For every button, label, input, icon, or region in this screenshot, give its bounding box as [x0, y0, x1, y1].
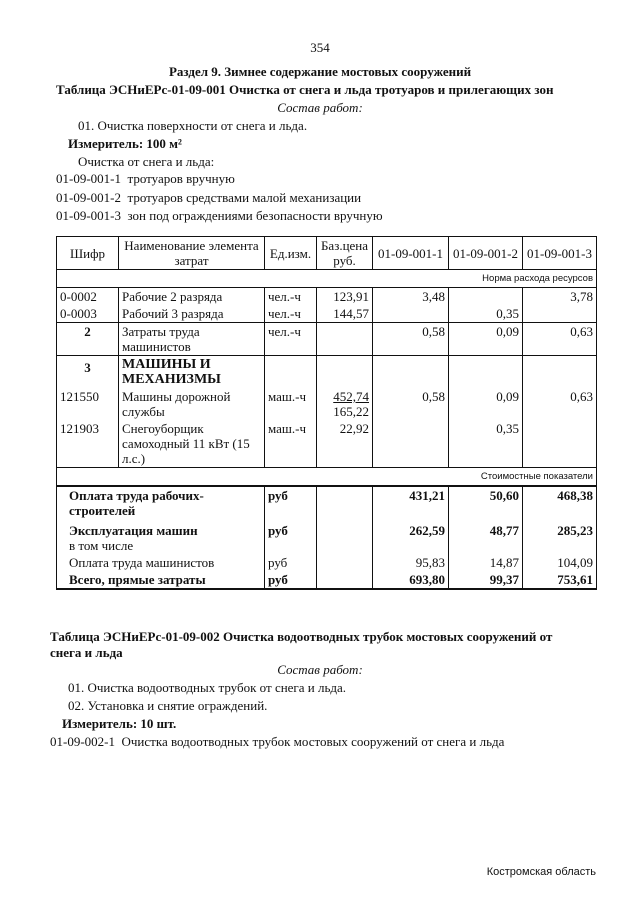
- row-code: 121903: [57, 420, 119, 468]
- price-value: 452,74: [333, 389, 369, 404]
- row-price: 144,57: [317, 305, 373, 323]
- row-unit: маш.-ч: [265, 420, 317, 468]
- row-c1: 0,58: [373, 388, 449, 420]
- cost-unit: руб: [265, 486, 317, 519]
- cost-name-text: Эксплуатация машин: [69, 523, 198, 538]
- cost-unit: руб: [265, 554, 317, 571]
- table1-subtitle: Очистка от снега и льда:: [78, 154, 215, 169]
- header-c1: 01-09-001-1: [373, 237, 449, 270]
- cost-c3: 285,23: [523, 519, 597, 554]
- table-header-row: [57, 237, 597, 270]
- code: 01-09-002-1: [50, 734, 115, 749]
- cost-unit: руб: [265, 519, 317, 554]
- code: 01-09-001-2: [56, 190, 121, 205]
- table-row: [57, 323, 597, 356]
- header-c2: 01-09-001-2: [449, 237, 523, 270]
- table1-work-item: 01. Очистка поверхности от снега и льда.: [78, 118, 308, 133]
- code: 01-09-001-1: [56, 171, 121, 186]
- table2-work-item: 02. Установка и снятие ограждений.: [68, 698, 268, 713]
- norm-label: Норма расхода ресурсов: [57, 270, 597, 288]
- table2-work-item: 01. Очистка водоотводных трубок от снега и льда.: [68, 680, 347, 695]
- row-c2: 0,35: [449, 420, 523, 468]
- row-name: Рабочие 2 разряда: [119, 288, 265, 306]
- row-c2: 0,09: [449, 323, 523, 356]
- code-text: зон под ограждениями безопасности вручную: [127, 208, 383, 223]
- row-name: Снегоуборщик самоходный 11 кВт (15 л.с.): [119, 420, 265, 468]
- row-unit: маш.-ч: [265, 388, 317, 420]
- table1-code-line: [56, 171, 235, 187]
- table-row: [57, 420, 597, 468]
- cost-c2: 99,37: [449, 571, 523, 589]
- cost-row: [57, 554, 597, 571]
- page-number: 354: [310, 40, 330, 55]
- row-code: 0-0003: [57, 305, 119, 323]
- cost-c2: 50,60: [449, 486, 523, 519]
- header-c3: 01-09-001-3: [523, 237, 597, 270]
- row-unit: чел.-ч: [265, 288, 317, 306]
- cost-c3: 468,38: [523, 486, 597, 519]
- header-price: Баз.цена руб.: [317, 237, 373, 270]
- header-code: Шифр: [57, 237, 119, 270]
- cost-row: [57, 519, 597, 554]
- table2-measure: Измеритель: 10 шт.: [62, 716, 177, 731]
- row-name: Затраты труда машинистов: [119, 323, 265, 356]
- row-c3: [523, 305, 597, 323]
- table1-title: Таблица ЭСНиЕРс-01-09-001 Очистка от снега и льда тротуаров и прилегающих зон: [56, 82, 554, 97]
- table2-title: Таблица ЭСНиЕРс-01-09-002 Очистка водоотводных трубок мостовых сооружений от: [50, 629, 553, 644]
- cost-c1: 95,83: [373, 554, 449, 571]
- table1-measure: Измеритель: 100 м²: [68, 136, 182, 151]
- row-price: 22,92: [317, 420, 373, 468]
- norm-label-row: [57, 270, 597, 288]
- row-c1: 0,58: [373, 323, 449, 356]
- cost-c3: 104,09: [523, 554, 597, 571]
- table1-code-line: [56, 190, 361, 206]
- cost-label-row: [57, 468, 597, 487]
- footer-region: Костромская область: [486, 866, 596, 878]
- header-unit: Ед.изм.: [265, 237, 317, 270]
- table1-work-heading: Состав работ:: [277, 100, 363, 115]
- table1-code-line: [56, 208, 383, 224]
- row-unit: чел.-ч: [265, 305, 317, 323]
- table-row: [57, 288, 597, 306]
- cost-c2: 48,77: [449, 519, 523, 554]
- cost-name: Оплата труда рабочих-строителей: [57, 486, 265, 519]
- row-price: [317, 388, 373, 420]
- cost-name: Оплата труда машинистов: [57, 554, 265, 571]
- table2-work-heading: Состав работ:: [277, 662, 363, 677]
- row-c1: [373, 420, 449, 468]
- row-price: [317, 323, 373, 356]
- cost-name: Всего, прямые затраты: [57, 571, 265, 589]
- row-price: 123,91: [317, 288, 373, 306]
- table-row: [57, 388, 597, 420]
- row-c1: [373, 305, 449, 323]
- row-c2: [449, 288, 523, 306]
- row-c3: 0,63: [523, 388, 597, 420]
- code: 01-09-001-3: [56, 208, 121, 223]
- row-code: 0-0002: [57, 288, 119, 306]
- row-name: Машины дорожной службы: [119, 388, 265, 420]
- header-name: Наименование элемента затрат: [119, 237, 265, 270]
- cost-c2: 14,87: [449, 554, 523, 571]
- code-text: тротуаров вручную: [127, 171, 235, 186]
- row-code: 121550: [57, 388, 119, 420]
- cost-row: [57, 486, 597, 519]
- row-c2: 0,09: [449, 388, 523, 420]
- code-text: тротуаров средствами малой механизации: [127, 190, 362, 205]
- resource-table: [56, 236, 597, 590]
- cost-c1: 262,59: [373, 519, 449, 554]
- cost-unit: руб: [265, 571, 317, 589]
- row-name: Рабочий 3 разряда: [119, 305, 265, 323]
- row-code: 3: [57, 356, 119, 389]
- table2-code-line: [50, 734, 504, 750]
- table-row: [57, 305, 597, 323]
- cost-name: [57, 519, 265, 554]
- table-row: [57, 356, 597, 389]
- price-value-2: 165,22: [333, 404, 369, 419]
- code-text: Очистка водоотводных трубок мостовых сооружений от снега и льда: [121, 734, 505, 749]
- section-title: Раздел 9. Зимнее содержание мостовых сооружений: [168, 64, 472, 79]
- cost-sub: в том числе: [69, 538, 134, 553]
- row-c3: 0,63: [523, 323, 597, 356]
- cost-c1: 693,80: [373, 571, 449, 589]
- cost-c3: 753,61: [523, 571, 597, 589]
- table2-title-cont: снега и льда: [50, 645, 123, 660]
- row-name: МАШИНЫ И МЕХАНИЗМЫ: [119, 356, 265, 389]
- row-c3: [523, 420, 597, 468]
- cost-c1: 431,21: [373, 486, 449, 519]
- cost-row-total: [57, 571, 597, 589]
- row-unit: чел.-ч: [265, 323, 317, 356]
- row-code: 2: [57, 323, 119, 356]
- row-c2: 0,35: [449, 305, 523, 323]
- cost-label: Стоимостные показатели: [57, 468, 597, 487]
- row-c3: 3,78: [523, 288, 597, 306]
- row-c1: 3,48: [373, 288, 449, 306]
